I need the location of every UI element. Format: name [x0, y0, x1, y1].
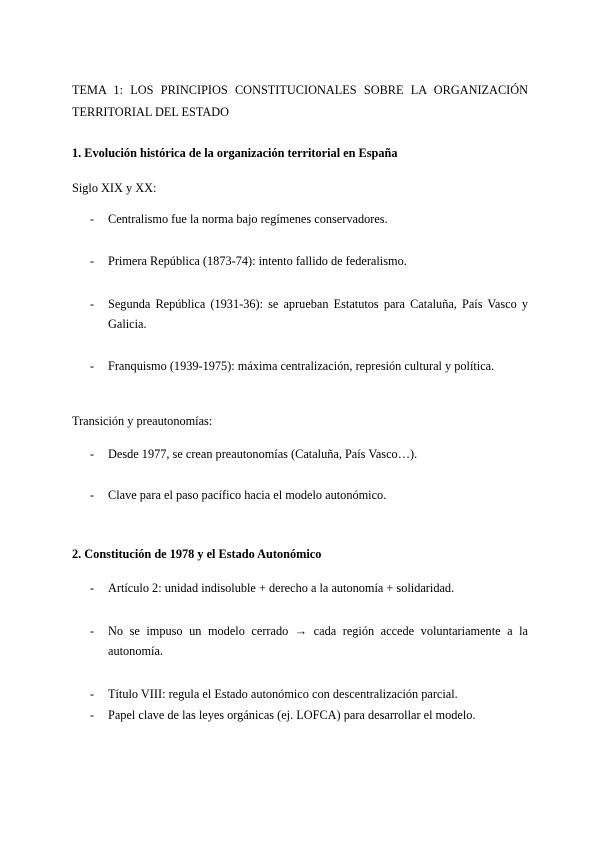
list-item-continuation: Galicia.: [108, 317, 147, 331]
list-bullet: -: [90, 447, 95, 461]
list-bullet: -: [90, 297, 95, 311]
list-item: Centralismo fue la norma bajo regímenes conservadores.: [108, 212, 388, 226]
list-item: Papel clave de las leyes orgánicas (ej. LOFCA) para desarrollar el modelo.: [108, 708, 476, 722]
list-item: Primera República (1873-74): intento fallido de federalismo.: [108, 254, 407, 268]
list-item: Clave para el paso pacífico hacia el modelo autonómico.: [108, 488, 387, 502]
list-bullet: -: [90, 212, 95, 226]
list-bullet: -: [90, 359, 95, 373]
list-bullet: -: [90, 581, 95, 595]
section-1-subheading-siglo: Siglo XIX y XX:: [72, 181, 157, 195]
section-1-heading: 1. Evolución histórica de la organización territorial en España: [72, 146, 398, 160]
document-title-line-1: TEMA 1: LOS PRINCIPIOS CONSTITUCIONALES SOBRE LA ORGANIZACIÓN: [72, 83, 528, 97]
list-bullet: -: [90, 687, 95, 701]
list-item: Artículo 2: unidad indisoluble + derecho a la autonomía + solidaridad.: [108, 581, 455, 595]
list-item: Franquismo (1939-1975): máxima centralización, represión cultural y política.: [108, 359, 495, 373]
list-item: Desde 1977, se crean preautonomías (Cataluña, País Vasco…).: [108, 447, 418, 461]
list-bullet: -: [90, 488, 95, 502]
list-bullet: -: [90, 708, 95, 722]
list-item: Segunda República (1931-36): se aprueban Estatutos para Cataluña, País Vasco y: [108, 297, 528, 311]
list-item: Título VIII: regula el Estado autonómico con descentralización parcial.: [108, 687, 458, 701]
section-2-heading: 2. Constitución de 1978 y el Estado Autonómico: [72, 547, 322, 561]
document-title-line-2: TERRITORIAL DEL ESTADO: [72, 105, 230, 119]
list-bullet: -: [90, 254, 95, 268]
list-bullet: -: [90, 624, 95, 638]
list-item: No se impuso un modelo cerrado → cada región accede voluntariamente a la: [108, 624, 528, 638]
list-item-continuation: autonomía.: [108, 644, 163, 658]
section-1-subheading-transicion: Transición y preautonomías:: [72, 414, 213, 428]
